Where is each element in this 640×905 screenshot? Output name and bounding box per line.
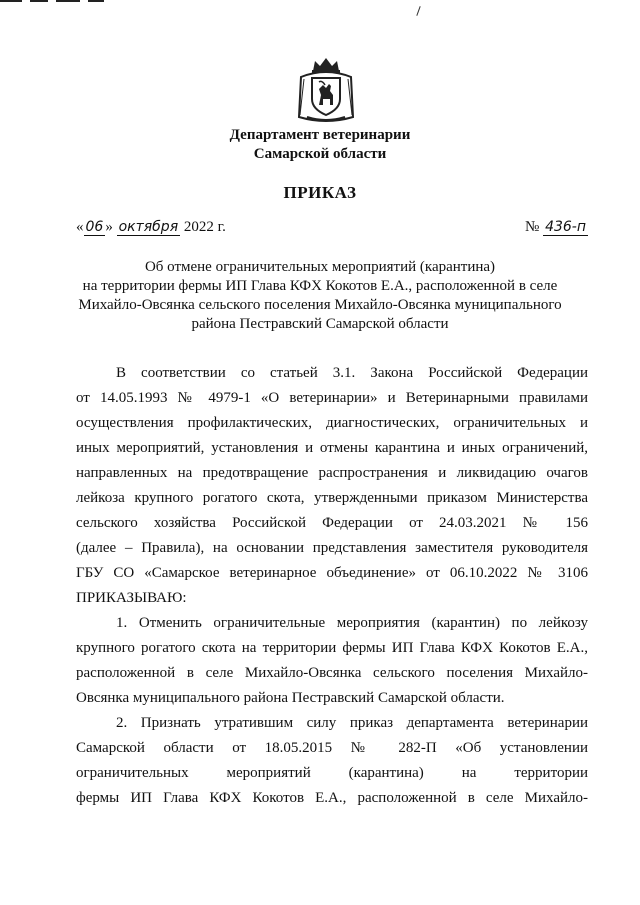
item-1-line: крупного рогатого скота на территории фермы ИП Глава КФХ Кокотов Е.А., xyxy=(76,640,588,656)
body-line: В соответствии со статьей 3.1. Закона Российской Федерации xyxy=(116,365,588,381)
body-line: направленных на предотвращение распространения и ликвидацию очагов xyxy=(76,465,588,481)
body-line: сельского хозяйства Российской Федерации от 24.03.2021 № 156 xyxy=(76,515,588,531)
subject-line: Михайло-Овсянка сельского поселения Михайло-Овсянка муниципального xyxy=(78,297,562,313)
item-1-line: 1. Отменить ограничительные мероприятия (карантин) по лейкозу xyxy=(116,615,588,631)
date-year: 2022 г. xyxy=(183,219,226,235)
date-open-quote: « xyxy=(76,219,84,235)
coat-of-arms-emblem xyxy=(295,55,357,127)
body-line: иных мероприятий, установления и отмены карантина и иных ограничений, xyxy=(76,440,588,456)
department-name-line-1: Департамент ветеринарии xyxy=(229,127,411,143)
subject-line: на территории фермы ИП Глава КФХ Кокотов Е.А., расположенной в селе xyxy=(82,278,558,294)
item-2-line: 2. Признать утратившим силу приказ департамента ветеринарии xyxy=(116,715,588,731)
document-title: ПРИКАЗ xyxy=(283,183,357,202)
item-1-line: расположенной в селе Михайло-Овсянка сельского поселения Михайло- xyxy=(76,665,588,681)
body-line: от 14.05.1993 № 4979-1 «О ветеринарии» и Ветеринарными правилами xyxy=(76,390,588,406)
subject-line: Об отмене ограничительных мероприятий (карантина) xyxy=(144,259,496,275)
scan-artifact xyxy=(0,0,110,4)
date-month-handwritten: октября xyxy=(118,219,179,235)
order-number xyxy=(525,219,588,236)
item-2-line: Самарской области от 18.05.2015 № 282-П «Об установлении xyxy=(76,740,588,756)
department-name-line-2: Самарской области xyxy=(253,146,387,162)
date-day-handwritten: 06 xyxy=(85,219,104,235)
body-line: лейкоза крупного рогатого скота, утвержденными приказом Министерства xyxy=(76,490,588,506)
order-subject xyxy=(60,258,580,334)
date-close-quote: » xyxy=(105,219,113,235)
body-line-command: ПРИКАЗЫВАЮ: xyxy=(76,590,187,606)
order-date xyxy=(76,219,226,236)
number-prefix: № xyxy=(525,219,540,235)
pen-mark xyxy=(416,6,420,16)
body-line: ГБУ СО «Самарское ветеринарное объединение» от 06.10.2022 № 3106 xyxy=(76,565,588,581)
body-line: (далее – Правила), на основании представления заместителя руководителя xyxy=(76,540,588,556)
subject-line: района Пестравский Самарской области xyxy=(191,316,449,332)
number-value-handwritten: 436-п xyxy=(545,219,586,235)
item-1-line: Овсянка муниципального района Пестравский Самарской области. xyxy=(76,690,505,706)
item-2-line: ограничительных мероприятий (карантина) на территории xyxy=(76,765,588,781)
body-line: осуществления профилактических, диагностических, ограничительных и xyxy=(76,415,588,431)
item-2-line: фермы ИП Глава КФХ Кокотов Е.А., расположенной в селе Михайло- xyxy=(76,790,588,806)
